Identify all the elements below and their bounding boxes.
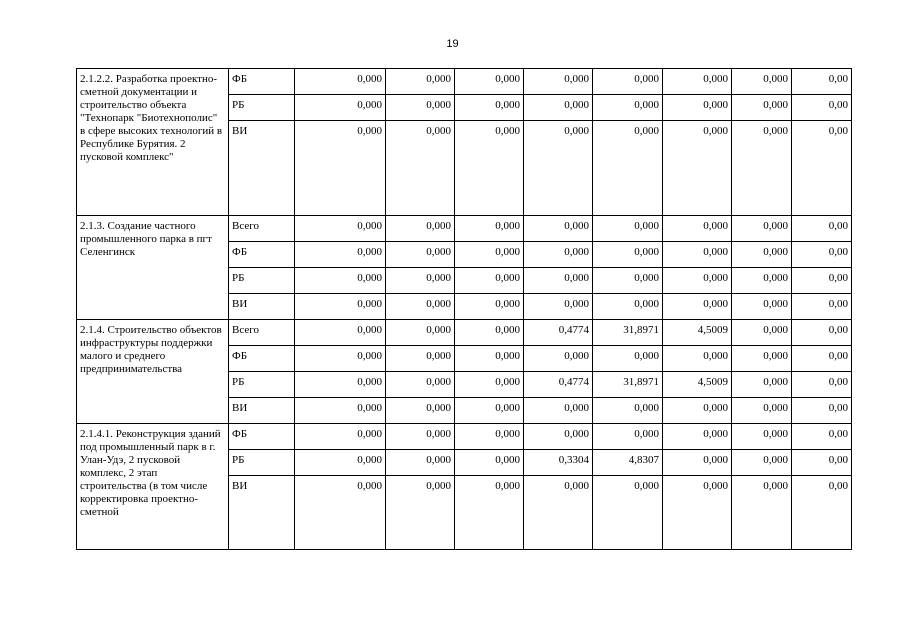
value-cell: 0,000 [455, 346, 524, 372]
table-body [77, 69, 852, 550]
value-cell: 0,000 [455, 242, 524, 268]
value-cell: 0,000 [732, 294, 792, 320]
value-cell: 0,000 [386, 398, 455, 424]
value-cell: 0,000 [455, 216, 524, 242]
value-cell: 0,000 [663, 294, 732, 320]
value-cell: 0,000 [732, 398, 792, 424]
value-cell: 0,000 [732, 476, 792, 550]
value-cell: 0,000 [455, 121, 524, 216]
value-cell: 0,000 [524, 294, 593, 320]
value-cell: 0,000 [455, 294, 524, 320]
value-cell: 0,000 [663, 450, 732, 476]
table-row [77, 216, 852, 242]
value-cell: 0,000 [295, 450, 386, 476]
value-cell: 0,000 [732, 69, 792, 95]
value-cell: 0,000 [455, 476, 524, 550]
value-cell: 0,000 [663, 95, 732, 121]
value-cell: 0,00 [792, 268, 852, 294]
value-cell: 31,8971 [593, 372, 663, 398]
funding-source-cell: ВИ [229, 398, 295, 424]
value-cell: 0,00 [792, 320, 852, 346]
funding-source-cell: ВИ [229, 121, 295, 216]
value-cell: 0,000 [295, 216, 386, 242]
value-cell: 0,000 [593, 268, 663, 294]
value-cell: 0,3304 [524, 450, 593, 476]
funding-source-cell: Всего [229, 216, 295, 242]
value-cell: 0,000 [593, 346, 663, 372]
value-cell: 0,00 [792, 346, 852, 372]
value-cell: 0,000 [593, 216, 663, 242]
value-cell: 0,000 [732, 268, 792, 294]
table-row [77, 69, 852, 95]
value-cell: 0,000 [663, 476, 732, 550]
value-cell: 0,000 [732, 216, 792, 242]
value-cell: 0,00 [792, 450, 852, 476]
value-cell: 0,000 [593, 476, 663, 550]
value-cell: 0,000 [524, 346, 593, 372]
value-cell: 0,000 [295, 242, 386, 268]
value-cell: 0,000 [732, 95, 792, 121]
value-cell: 0,000 [455, 424, 524, 450]
value-cell: 0,000 [732, 372, 792, 398]
value-cell: 0,000 [732, 320, 792, 346]
funding-source-cell: Всего [229, 320, 295, 346]
value-cell: 0,000 [593, 398, 663, 424]
value-cell: 0,000 [295, 294, 386, 320]
value-cell: 0,000 [663, 216, 732, 242]
value-cell: 0,00 [792, 242, 852, 268]
value-cell: 0,000 [524, 476, 593, 550]
value-cell: 0,000 [593, 69, 663, 95]
funding-source-cell: ФБ [229, 69, 295, 95]
value-cell: 0,000 [455, 450, 524, 476]
value-cell: 0,00 [792, 398, 852, 424]
value-cell: 0,000 [295, 69, 386, 95]
value-cell: 0,000 [663, 242, 732, 268]
value-cell: 4,5009 [663, 372, 732, 398]
value-cell: 0,000 [663, 346, 732, 372]
value-cell: 0,000 [663, 268, 732, 294]
item-name-cell: 2.1.2.2. Разработка проектно-сметной документации и строительство объекта "Технопарк "Биотехнополис" в сфере высоких технологий в Республике Бурятия. 2 пусковой комплекс" [77, 69, 229, 216]
value-cell: 0,000 [386, 450, 455, 476]
value-cell: 0,000 [386, 294, 455, 320]
value-cell: 0,000 [386, 372, 455, 398]
value-cell: 0,000 [386, 121, 455, 216]
value-cell: 4,5009 [663, 320, 732, 346]
value-cell: 0,000 [455, 69, 524, 95]
value-cell: 0,00 [792, 216, 852, 242]
value-cell: 0,000 [524, 268, 593, 294]
value-cell: 0,00 [792, 294, 852, 320]
item-name-cell: 2.1.4.1. Реконструкция зданий под промышленный парк в г. Улан-Удэ, 2 пусковой комплекс, 2 этап строительства (в том числе корректировка проектно-сметной [77, 424, 229, 550]
value-cell: 0,000 [295, 476, 386, 550]
value-cell: 0,000 [524, 424, 593, 450]
value-cell: 0,00 [792, 121, 852, 216]
value-cell: 0,000 [295, 424, 386, 450]
funding-source-cell: ВИ [229, 476, 295, 550]
funding-source-cell: РБ [229, 268, 295, 294]
value-cell: 0,000 [732, 346, 792, 372]
value-cell: 0,000 [663, 121, 732, 216]
value-cell: 0,00 [792, 69, 852, 95]
value-cell: 0,000 [593, 424, 663, 450]
value-cell: 0,000 [386, 268, 455, 294]
value-cell: 0,000 [663, 398, 732, 424]
value-cell: 0,000 [663, 424, 732, 450]
table-row [77, 424, 852, 450]
value-cell: 0,000 [386, 320, 455, 346]
value-cell: 0,000 [593, 294, 663, 320]
value-cell: 0,000 [455, 398, 524, 424]
funding-source-cell: РБ [229, 372, 295, 398]
value-cell: 0,000 [295, 346, 386, 372]
budget-table [76, 68, 852, 550]
value-cell: 0,000 [732, 424, 792, 450]
value-cell: 0,000 [455, 95, 524, 121]
value-cell: 0,000 [732, 121, 792, 216]
value-cell: 0,000 [524, 242, 593, 268]
value-cell: 0,000 [295, 398, 386, 424]
value-cell: 0,000 [455, 268, 524, 294]
funding-source-cell: РБ [229, 450, 295, 476]
value-cell: 0,000 [593, 242, 663, 268]
value-cell: 0,000 [386, 476, 455, 550]
funding-source-cell: ФБ [229, 346, 295, 372]
value-cell: 0,000 [455, 320, 524, 346]
value-cell: 0,4774 [524, 320, 593, 346]
value-cell: 0,00 [792, 372, 852, 398]
value-cell: 0,000 [386, 346, 455, 372]
table-row [77, 320, 852, 346]
value-cell: 0,000 [386, 95, 455, 121]
value-cell: 31,8971 [593, 320, 663, 346]
item-name-cell: 2.1.3. Создание частного промышленного парка в пгт Селенгинск [77, 216, 229, 320]
value-cell: 0,000 [663, 69, 732, 95]
value-cell: 0,000 [593, 95, 663, 121]
value-cell: 0,4774 [524, 372, 593, 398]
value-cell: 0,000 [295, 372, 386, 398]
value-cell: 0,000 [295, 95, 386, 121]
value-cell: 0,000 [524, 121, 593, 216]
value-cell: 0,000 [524, 216, 593, 242]
value-cell: 0,000 [524, 69, 593, 95]
value-cell: 0,000 [386, 69, 455, 95]
item-name-cell: 2.1.4. Строительство объектов инфраструктуры поддержки малого и среднего предпринимательства [77, 320, 229, 424]
value-cell: 0,000 [386, 216, 455, 242]
value-cell: 0,00 [792, 424, 852, 450]
value-cell: 0,000 [732, 450, 792, 476]
value-cell: 0,000 [455, 372, 524, 398]
value-cell: 0,000 [524, 398, 593, 424]
value-cell: 0,000 [386, 242, 455, 268]
value-cell: 0,000 [386, 424, 455, 450]
funding-source-cell: ФБ [229, 424, 295, 450]
page-number: 19 [446, 38, 459, 50]
value-cell: 0,000 [295, 121, 386, 216]
value-cell: 0,00 [792, 95, 852, 121]
value-cell: 0,000 [295, 268, 386, 294]
value-cell: 0,00 [792, 476, 852, 550]
value-cell: 0,000 [732, 242, 792, 268]
value-cell: 0,000 [524, 95, 593, 121]
value-cell: 4,8307 [593, 450, 663, 476]
funding-source-cell: РБ [229, 95, 295, 121]
funding-source-cell: ФБ [229, 242, 295, 268]
funding-source-cell: ВИ [229, 294, 295, 320]
value-cell: 0,000 [593, 121, 663, 216]
value-cell: 0,000 [295, 320, 386, 346]
